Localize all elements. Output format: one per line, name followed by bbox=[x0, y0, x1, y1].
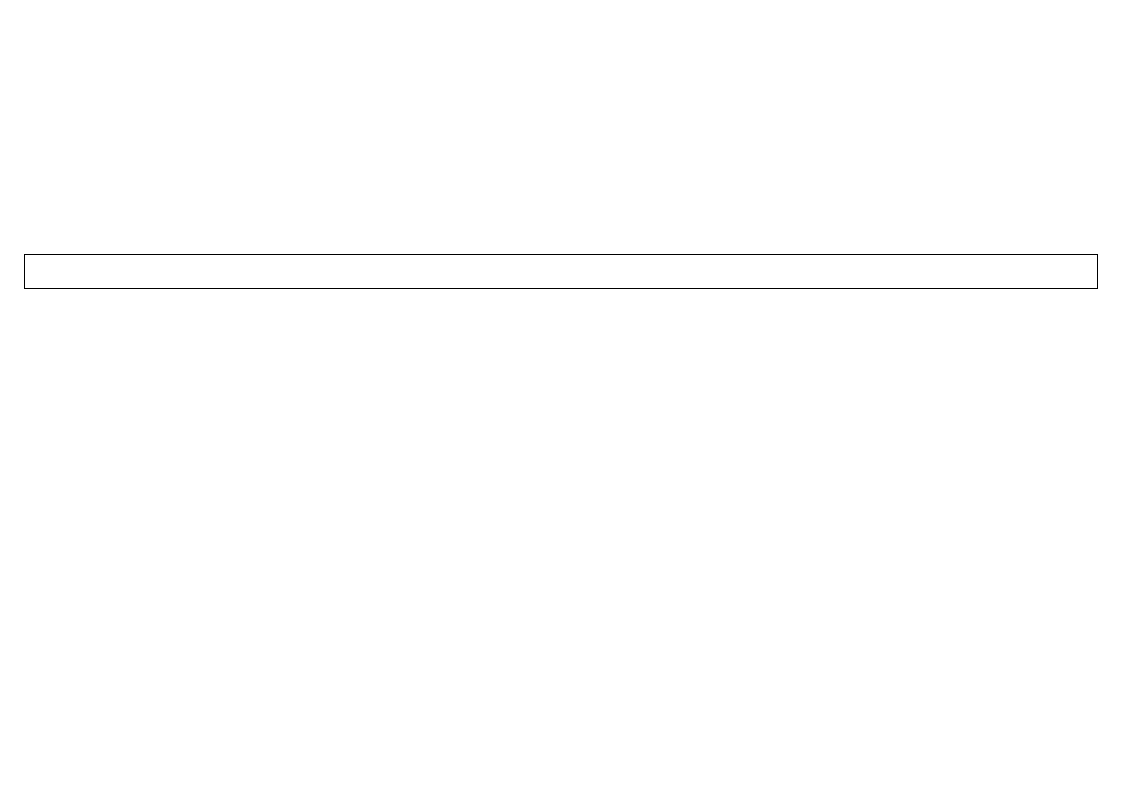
week-numbers-caption bbox=[24, 254, 1098, 289]
